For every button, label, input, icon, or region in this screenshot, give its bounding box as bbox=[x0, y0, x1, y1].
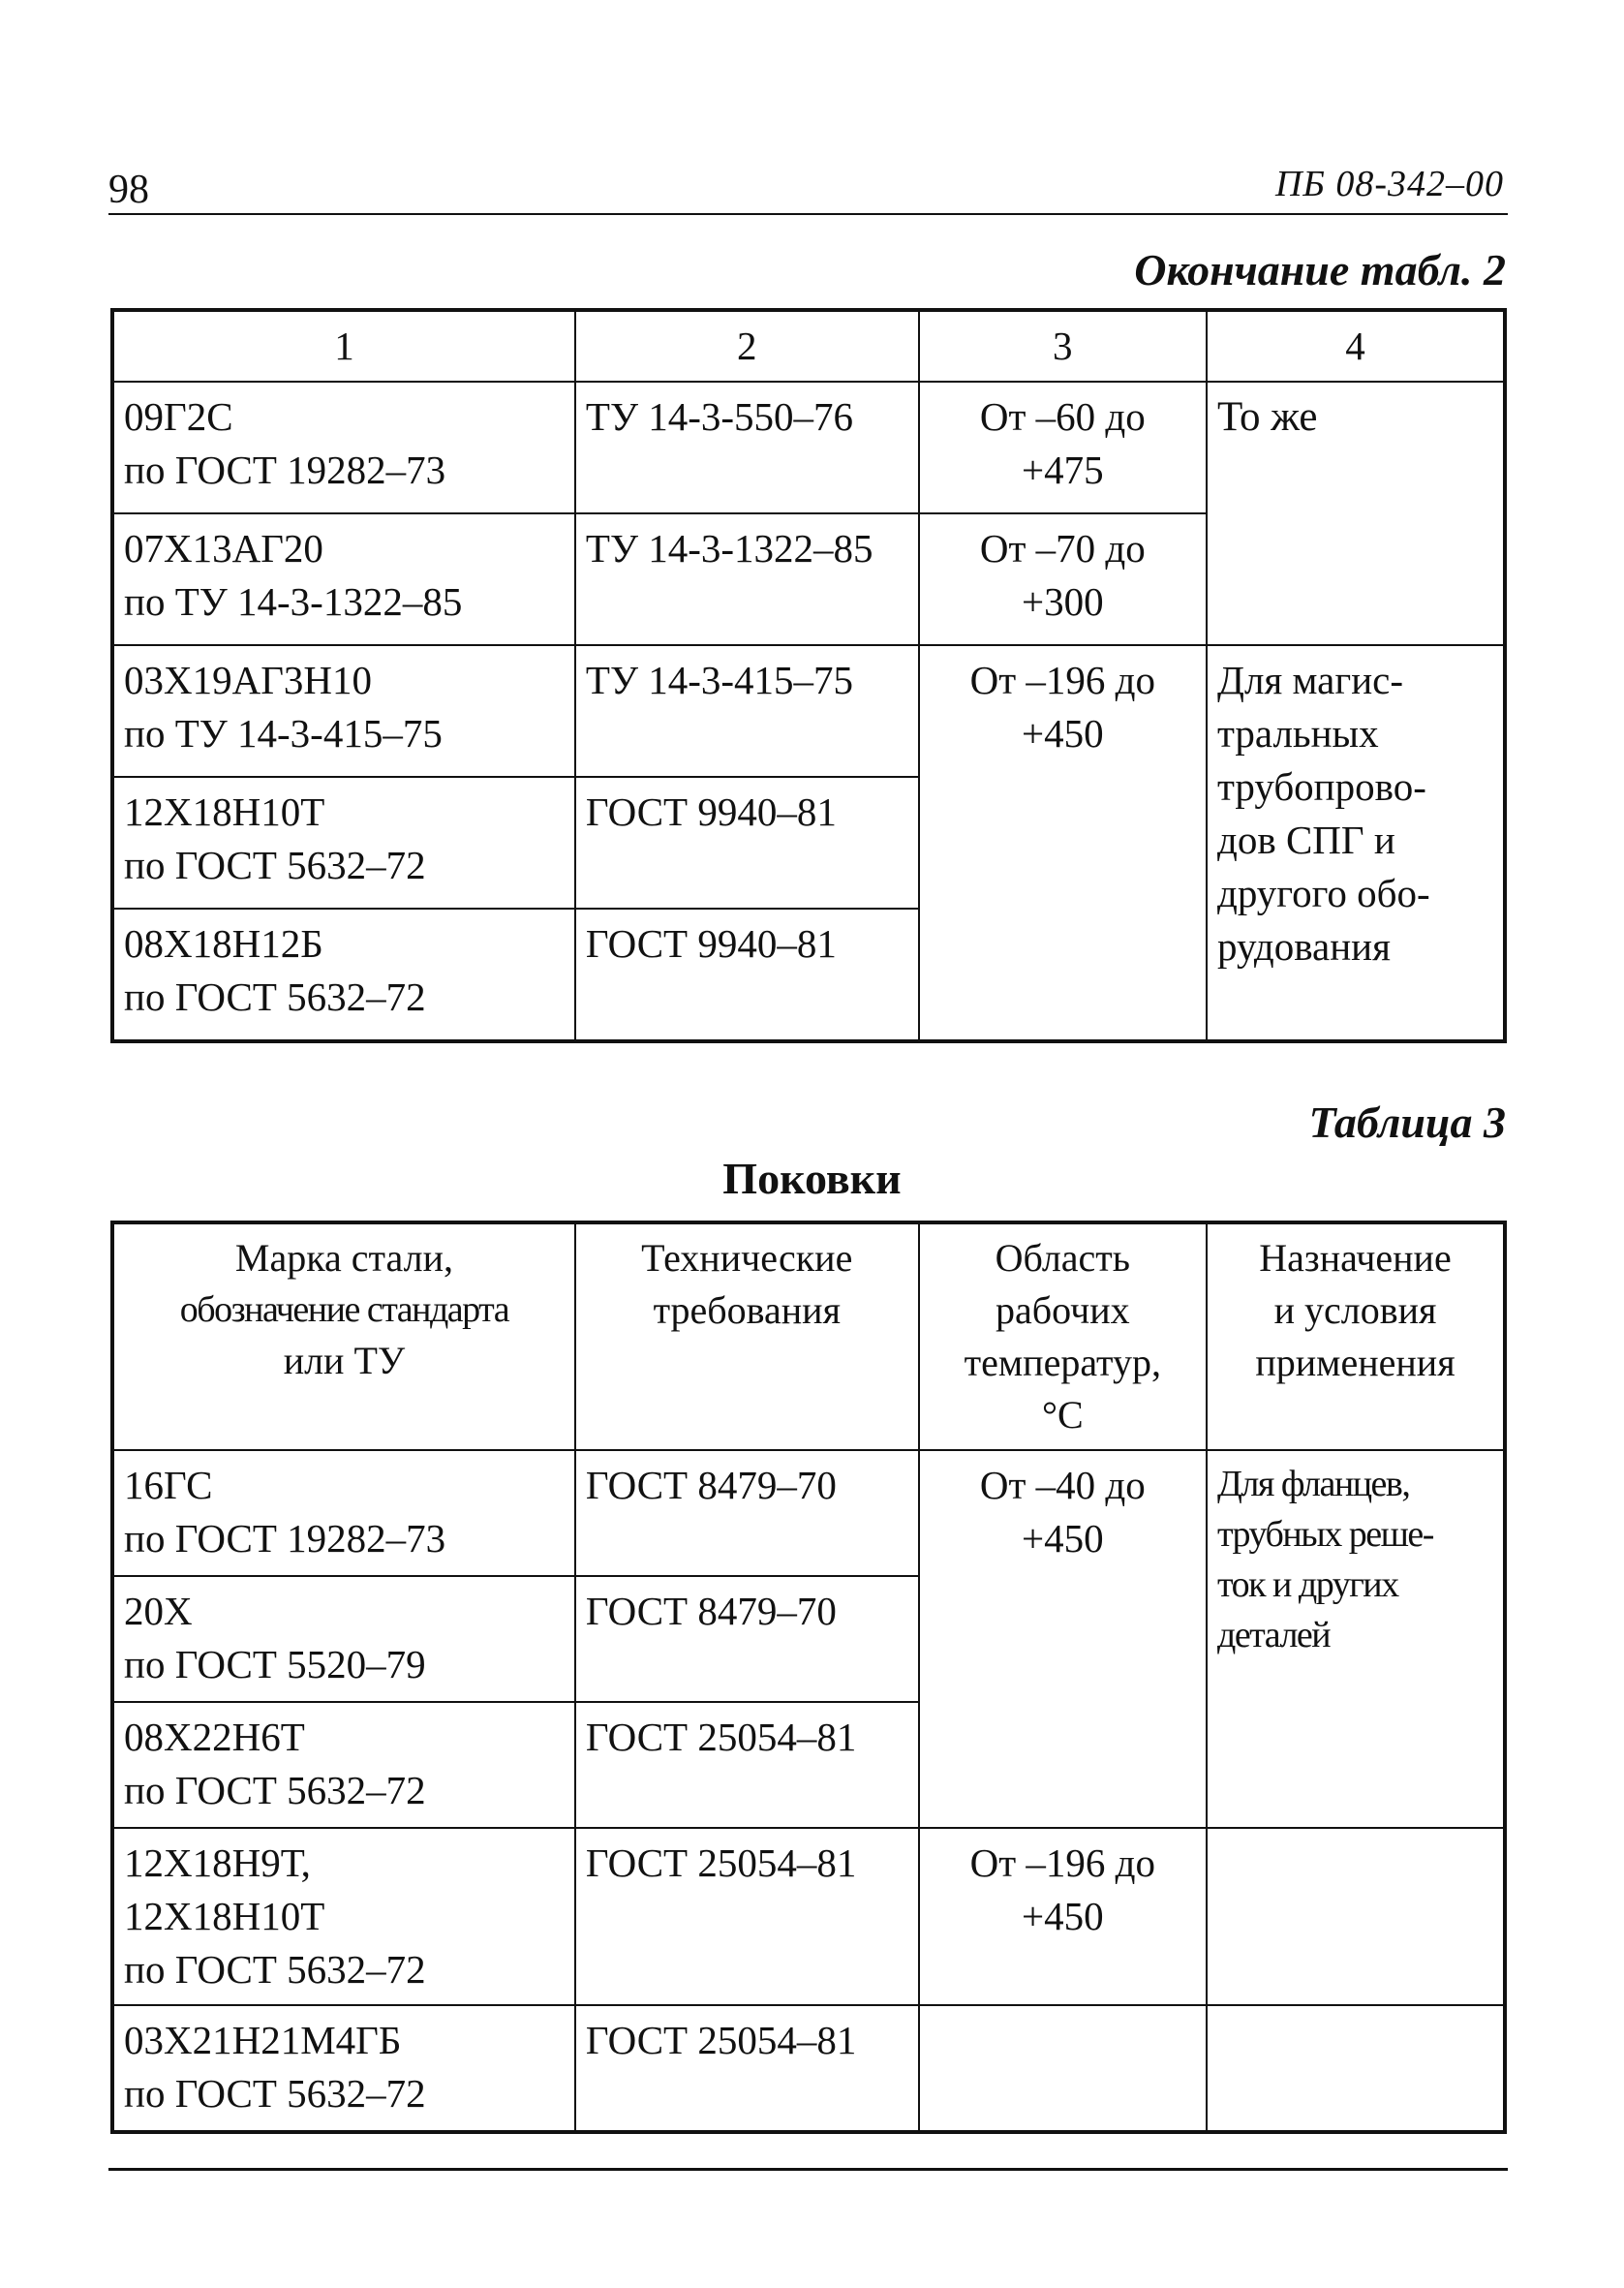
temperature-line: +450 bbox=[1021, 1894, 1104, 1938]
table3-caption: Таблица 3 bbox=[1308, 1098, 1506, 1147]
temperature-line: +300 bbox=[1021, 579, 1104, 624]
header-requirements bbox=[575, 1222, 919, 1450]
header-line: Технические bbox=[641, 1236, 853, 1280]
table2-column-numbers bbox=[112, 310, 1505, 382]
table3-title: Поковки bbox=[722, 1154, 902, 1203]
purpose-cell: То же bbox=[1207, 382, 1505, 645]
steel-grade: 08Х22Н6Т bbox=[124, 1715, 305, 1759]
table-row bbox=[112, 1828, 1505, 2005]
requirements-cell: ГОСТ 25054–81 bbox=[575, 2005, 919, 2132]
steel-standard: по ТУ 14-3-415–75 bbox=[124, 711, 443, 756]
steel-standard: по ГОСТ 19282–73 bbox=[124, 1516, 446, 1561]
temperature-line: От –70 до bbox=[979, 526, 1146, 571]
temperature-cell-empty bbox=[919, 2005, 1207, 2132]
header-line: Марка стали, bbox=[234, 1236, 453, 1280]
purpose-line: трубных реше- bbox=[1216, 1514, 1433, 1555]
header-rule bbox=[108, 213, 1508, 215]
steel-standard: по ГОСТ 5632–72 bbox=[124, 2071, 426, 2116]
steel-standard: по ГОСТ 5632–72 bbox=[124, 974, 426, 1019]
temperature-cell bbox=[919, 1450, 1207, 1828]
steel-cell bbox=[112, 382, 575, 513]
purpose-cell bbox=[1207, 645, 1505, 1041]
temperature-cell bbox=[919, 645, 1207, 1041]
steel-cell bbox=[112, 1702, 575, 1828]
table-row bbox=[112, 2005, 1505, 2132]
header-steel-grade bbox=[112, 1222, 575, 1450]
purpose-line: другого обо- bbox=[1216, 871, 1430, 915]
footer-rule bbox=[108, 2168, 1508, 2171]
temperature-line: От –40 до bbox=[979, 1463, 1146, 1507]
header-line: °С bbox=[1041, 1393, 1084, 1437]
steel-grade: 16ГС bbox=[124, 1463, 213, 1507]
table2-caption: Окончание табл. 2 bbox=[1134, 245, 1506, 294]
header-line: температур, bbox=[964, 1341, 1161, 1384]
column-number: 4 bbox=[1207, 310, 1505, 382]
header-line: Область bbox=[995, 1236, 1131, 1280]
steel-grade: 12Х18Н10Т bbox=[124, 1894, 325, 1938]
steel-cell bbox=[112, 645, 575, 777]
header-line: и условия bbox=[1273, 1288, 1437, 1332]
steel-standard: по ТУ 14-3-1322–85 bbox=[124, 579, 463, 624]
temperature-line: +450 bbox=[1021, 711, 1104, 756]
steel-grade: 20Х bbox=[124, 1589, 193, 1633]
purpose-line: Для фланцев, bbox=[1216, 1464, 1410, 1504]
steel-grade: 07Х13АГ20 bbox=[124, 526, 323, 571]
temperature-cell bbox=[919, 382, 1207, 513]
purpose-cell-empty bbox=[1207, 1828, 1505, 2005]
temperature-line: +450 bbox=[1021, 1516, 1104, 1561]
page-number: 98 bbox=[108, 168, 149, 212]
header-purpose bbox=[1207, 1222, 1505, 1450]
steel-standard: по ГОСТ 19282–73 bbox=[124, 448, 446, 492]
temperature-cell bbox=[919, 513, 1207, 645]
table3-header-row bbox=[112, 1222, 1505, 1450]
requirements-cell: ГОСТ 25054–81 bbox=[575, 1702, 919, 1828]
steel-standard: по ГОСТ 5520–79 bbox=[124, 1642, 426, 1686]
requirements-cell: ГОСТ 25054–81 bbox=[575, 1828, 919, 2005]
purpose-line: трубопрово- bbox=[1216, 764, 1426, 809]
purpose-line: дов СПГ и bbox=[1216, 818, 1395, 862]
column-number: 1 bbox=[112, 310, 575, 382]
column-number: 3 bbox=[919, 310, 1207, 382]
temperature-cell bbox=[919, 1828, 1207, 2005]
requirements-cell: ТУ 14-3-415–75 bbox=[575, 645, 919, 777]
steel-grade: 09Г2С bbox=[124, 394, 233, 439]
header-line: рабочих bbox=[996, 1288, 1130, 1332]
requirements-cell: ГОСТ 9940–81 bbox=[575, 777, 919, 909]
temperature-line: +475 bbox=[1021, 448, 1104, 492]
table-row bbox=[112, 645, 1505, 777]
steel-grade: 12Х18Н9Т, bbox=[124, 1840, 311, 1885]
table-row bbox=[112, 1450, 1505, 1576]
table2 bbox=[110, 308, 1507, 1043]
header-line: требования bbox=[653, 1288, 841, 1332]
steel-cell bbox=[112, 1576, 575, 1702]
steel-standard: по ГОСТ 5632–72 bbox=[124, 1768, 426, 1812]
steel-grade: 03Х19АГ3Н10 bbox=[124, 658, 373, 702]
purpose-line: ток и других bbox=[1216, 1564, 1398, 1605]
table3 bbox=[110, 1221, 1507, 2134]
purpose-cell bbox=[1207, 1450, 1505, 1828]
header-temperature bbox=[919, 1222, 1207, 1450]
steel-grade: 08Х18Н12Б bbox=[124, 921, 323, 966]
temperature-line: От –196 до bbox=[969, 1840, 1155, 1885]
steel-grade: 12Х18Н10Т bbox=[124, 789, 325, 834]
requirements-cell: ТУ 14-3-550–76 bbox=[575, 382, 919, 513]
purpose-line: тральных bbox=[1216, 711, 1379, 756]
table-row bbox=[112, 382, 1505, 513]
steel-cell bbox=[112, 513, 575, 645]
header-line: обозначение стандарта bbox=[179, 1289, 509, 1330]
steel-cell bbox=[112, 1828, 575, 2005]
steel-cell bbox=[112, 777, 575, 909]
column-number: 2 bbox=[575, 310, 919, 382]
steel-standard: по ГОСТ 5632–72 bbox=[124, 1947, 426, 1992]
requirements-cell: ТУ 14-3-1322–85 bbox=[575, 513, 919, 645]
header-line: или ТУ bbox=[283, 1339, 406, 1382]
document-code: ПБ 08-342–00 bbox=[1274, 164, 1504, 204]
steel-cell bbox=[112, 2005, 575, 2132]
requirements-cell: ГОСТ 8479–70 bbox=[575, 1450, 919, 1576]
purpose-line: рудования bbox=[1216, 924, 1391, 969]
requirements-cell: ГОСТ 9940–81 bbox=[575, 909, 919, 1041]
purpose-line: Для магис- bbox=[1216, 658, 1403, 702]
steel-standard: по ГОСТ 5632–72 bbox=[124, 843, 426, 887]
purpose-line: деталей bbox=[1216, 1615, 1331, 1655]
header-line: Назначение bbox=[1259, 1236, 1452, 1280]
temperature-line: От –60 до bbox=[979, 394, 1146, 439]
purpose-cell-empty bbox=[1207, 2005, 1505, 2132]
steel-cell bbox=[112, 1450, 575, 1576]
steel-cell bbox=[112, 909, 575, 1041]
requirements-cell: ГОСТ 8479–70 bbox=[575, 1576, 919, 1702]
temperature-line: От –196 до bbox=[969, 658, 1155, 702]
steel-grade: 03Х21Н21М4ГБ bbox=[124, 2018, 402, 2062]
header-line: применения bbox=[1255, 1341, 1455, 1384]
